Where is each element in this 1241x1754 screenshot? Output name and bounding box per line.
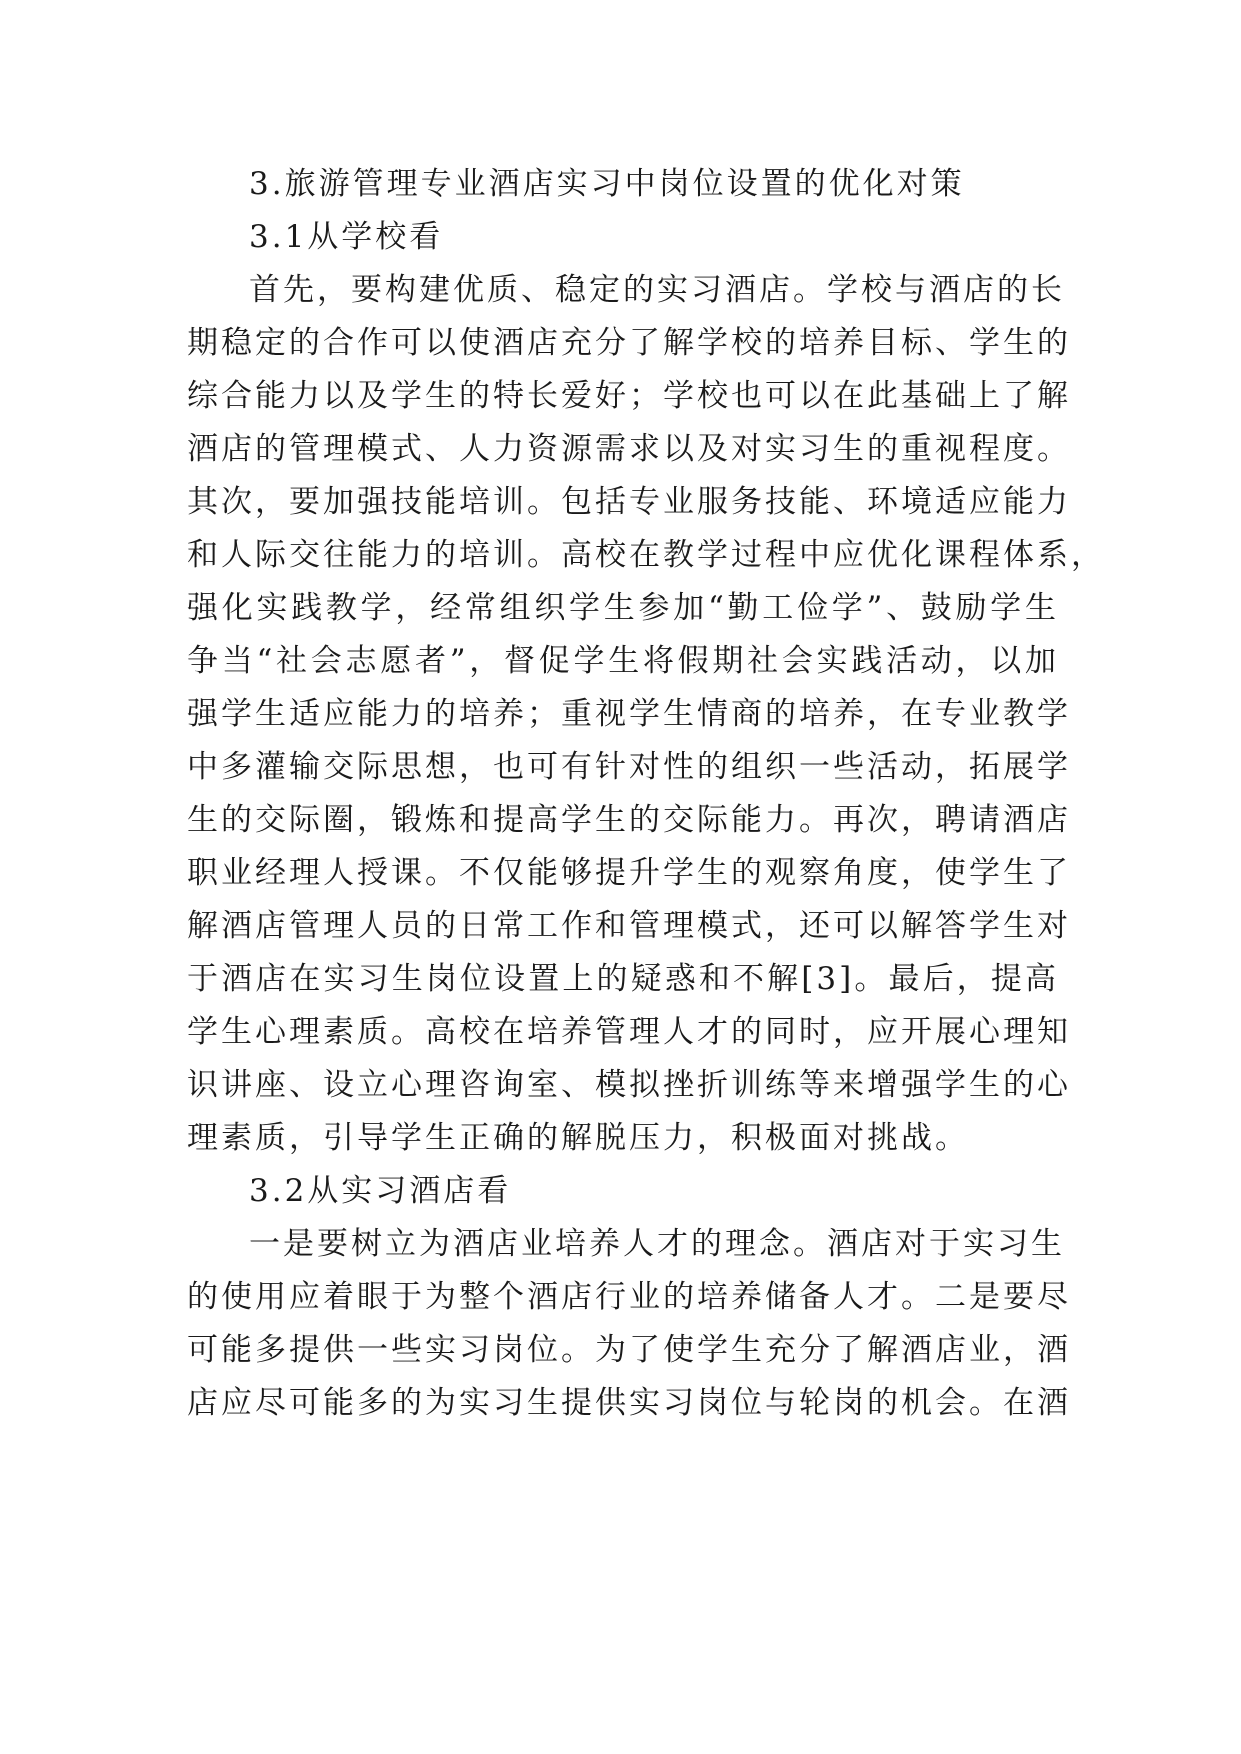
paragraph-line: 解酒店管理人员的日常工作和管理模式，还可以解答学生对: [187, 908, 1071, 944]
subsection-title-2: 3.2从实习酒店看: [249, 1173, 512, 1209]
paragraph-line: 店应尽可能多的为实习生提供实习岗位与轮岗的机会。在酒: [187, 1385, 1071, 1421]
paragraph-line: 于酒店在实习生岗位设置上的疑惑和不解[3]。最后，提高: [187, 961, 1059, 997]
paragraph-line: 学生心理素质。高校在培养管理人才的同时，应开展心理知: [187, 1014, 1071, 1050]
paragraph-line: 的使用应着眼于为整个酒店行业的培养储备人才。二是要尽: [187, 1279, 1071, 1315]
section-heading: 3.旅游管理专业酒店实习中岗位设置的优化对策: [249, 166, 965, 202]
paragraph-line: 其次，要加强技能培训。包括专业服务技能、环境适应能力: [187, 484, 1071, 520]
paragraph-line: 一是要树立为酒店业培养人才的理念。酒店对于实习生: [249, 1226, 1065, 1262]
paragraph-line: 中多灌输交际思想，也可有针对性的组织一些活动，拓展学: [187, 749, 1071, 785]
paragraph-line: 识讲座、设立心理咨询室、模拟挫折训练等来增强学生的心: [187, 1067, 1071, 1103]
subsection-title-1: 3.1从学校看: [249, 219, 444, 255]
document-body: [187, 158, 1105, 1430]
paragraph-line: 酒店的管理模式、人力资源需求以及对实习生的重视程度。: [187, 431, 1071, 467]
paragraph-line: 强学生适应能力的培养；重视学生情商的培养，在专业教学: [187, 696, 1071, 732]
paragraph-line: 首先，要构建优质、稳定的实习酒店。学校与酒店的长: [249, 272, 1065, 308]
paragraph-line: 理素质，引导学生正确的解脱压力，积极面对挑战。: [187, 1120, 969, 1156]
paragraph-line: 职业经理人授课。不仅能够提升学生的观察角度，使学生了: [187, 855, 1071, 891]
paragraph-line: 期稳定的合作可以使酒店充分了解学校的培养目标、学生的: [187, 325, 1071, 361]
paragraph-line: 争当“社会志愿者”，督促学生将假期社会实践活动，以加: [187, 643, 1059, 679]
paragraph-line: 可能多提供一些实习岗位。为了使学生充分了解酒店业，酒: [187, 1332, 1071, 1368]
paragraph-line: 强化实践教学，经常组织学生参加“勤工俭学”、鼓励学生: [187, 590, 1059, 626]
paragraph-line: 和人际交往能力的培训。高校在教学过程中应优化课程体系，: [187, 537, 1105, 573]
paragraph-line: 生的交际圈，锻炼和提高学生的交际能力。再次，聘请酒店: [187, 802, 1071, 838]
paragraph-line: 综合能力以及学生的特长爱好；学校也可以在此基础上了解: [187, 378, 1071, 414]
